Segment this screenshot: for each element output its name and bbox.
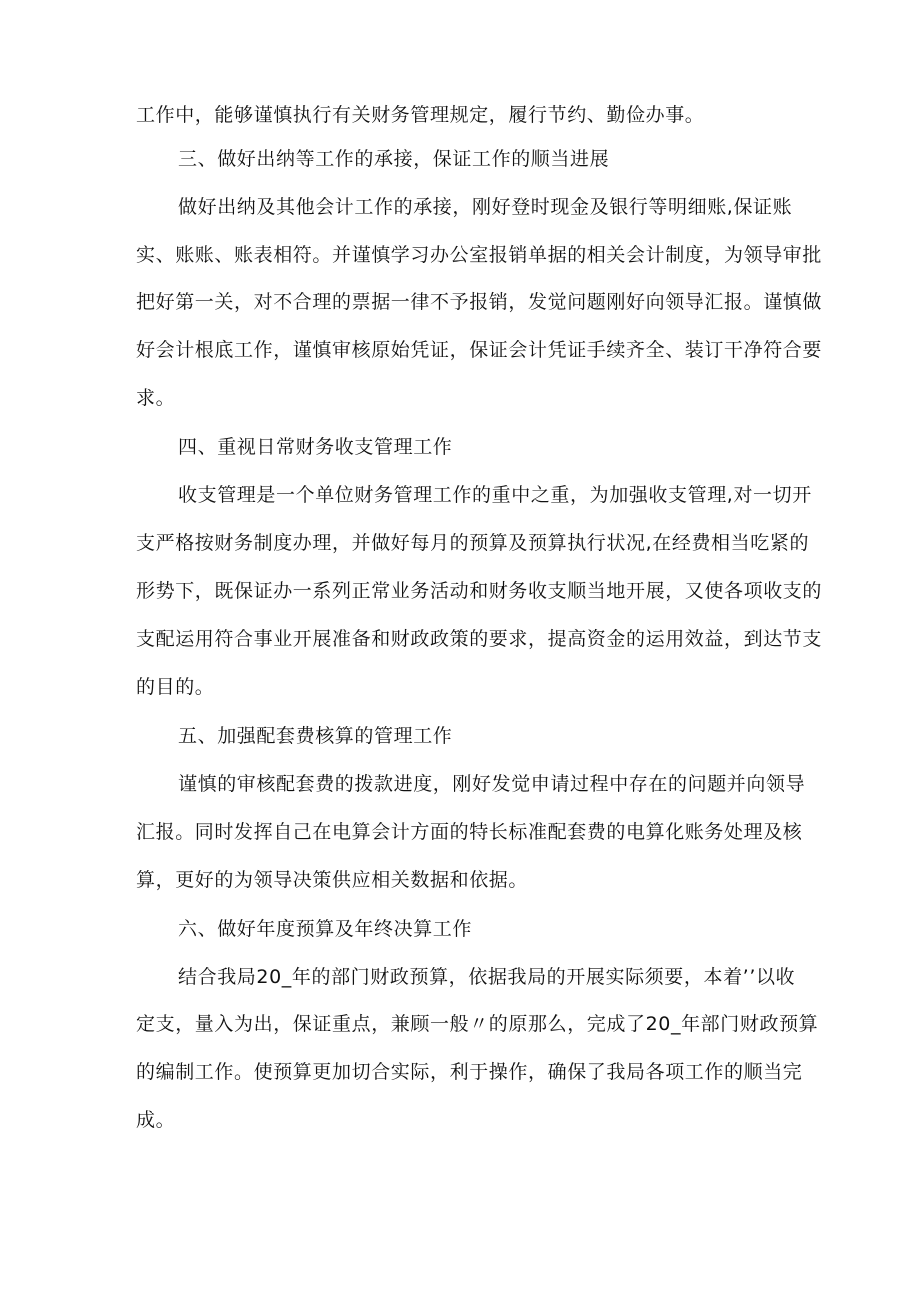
text-line: 做好出纳及其他会计工作的承接，刚好登时现金及银行等明细账,保证账 xyxy=(178,196,793,218)
section-heading: 五、加强配套费核算的管理工作 xyxy=(178,725,453,747)
text-line: 谨慎的审核配套费的拨款进度，刚好发觉申请过程中存在的问题并向领导 xyxy=(178,773,806,795)
text-line: 工作中，能够谨慎执行有关财务管理规定，履行节约、勤俭办事。 xyxy=(136,104,705,126)
text-line: 结合我局20_年的部门财政预算，依据我局的开展实际须要，本着’’以收 xyxy=(178,966,796,988)
text-line: 收支管理是一个单位财务管理工作的重中之重，为加强收支管理,对一切开 xyxy=(178,484,812,506)
section-heading: 三、做好出纳等工作的承接，保证工作的顺当进展 xyxy=(178,148,610,170)
text-line: 的目的。 xyxy=(136,676,215,698)
text-line: 把好第一关，对不合理的票据一律不予报销，发觉问题刚好向领导汇报。谨慎做 xyxy=(136,291,823,313)
section-heading: 六、做好年度预算及年终决算工作 xyxy=(178,918,473,940)
text-line: 好会计根底工作，谨慎审核原始凭证，保证会计凭证手续齐全、装订干净符合要 xyxy=(136,339,823,361)
text-line: 汇报。同时发挥自己在电算会计方面的特长标准配套费的电算化账务处理及核 xyxy=(136,821,803,843)
text-line: 实、账账、账表相符。并谨慎学习办公室报销单据的相关会计制度，为领导审批 xyxy=(136,244,823,266)
text-line: 支配运用符合事业开展准备和财政政策的要求，提高资金的运用效益，到达节支 xyxy=(136,628,823,650)
text-line: 形势下，既保证办一系列正常业务活动和财务收支顺当地开展，又使各项收支的 xyxy=(136,580,823,602)
text-line: 成。 xyxy=(136,1109,176,1131)
text-line: 求。 xyxy=(136,387,176,409)
text-line: 定支，量入为出，保证重点，兼顾一般〃的原那么，完成了20_年部门财政预算 xyxy=(136,1013,819,1035)
text-line: 算，更好的为领导决策供应相关数据和依据。 xyxy=(136,869,529,891)
text-line: 支严格按财务制度办理，并做好每月的预算及预算执行状况,在经费相当吃紧的 xyxy=(136,532,810,554)
section-heading: 四、重视日常财务收支管理工作 xyxy=(178,436,453,458)
text-line: 的编制工作。使预算更加切合实际，利于操作，确保了我局各项工作的顺当完 xyxy=(136,1061,803,1083)
